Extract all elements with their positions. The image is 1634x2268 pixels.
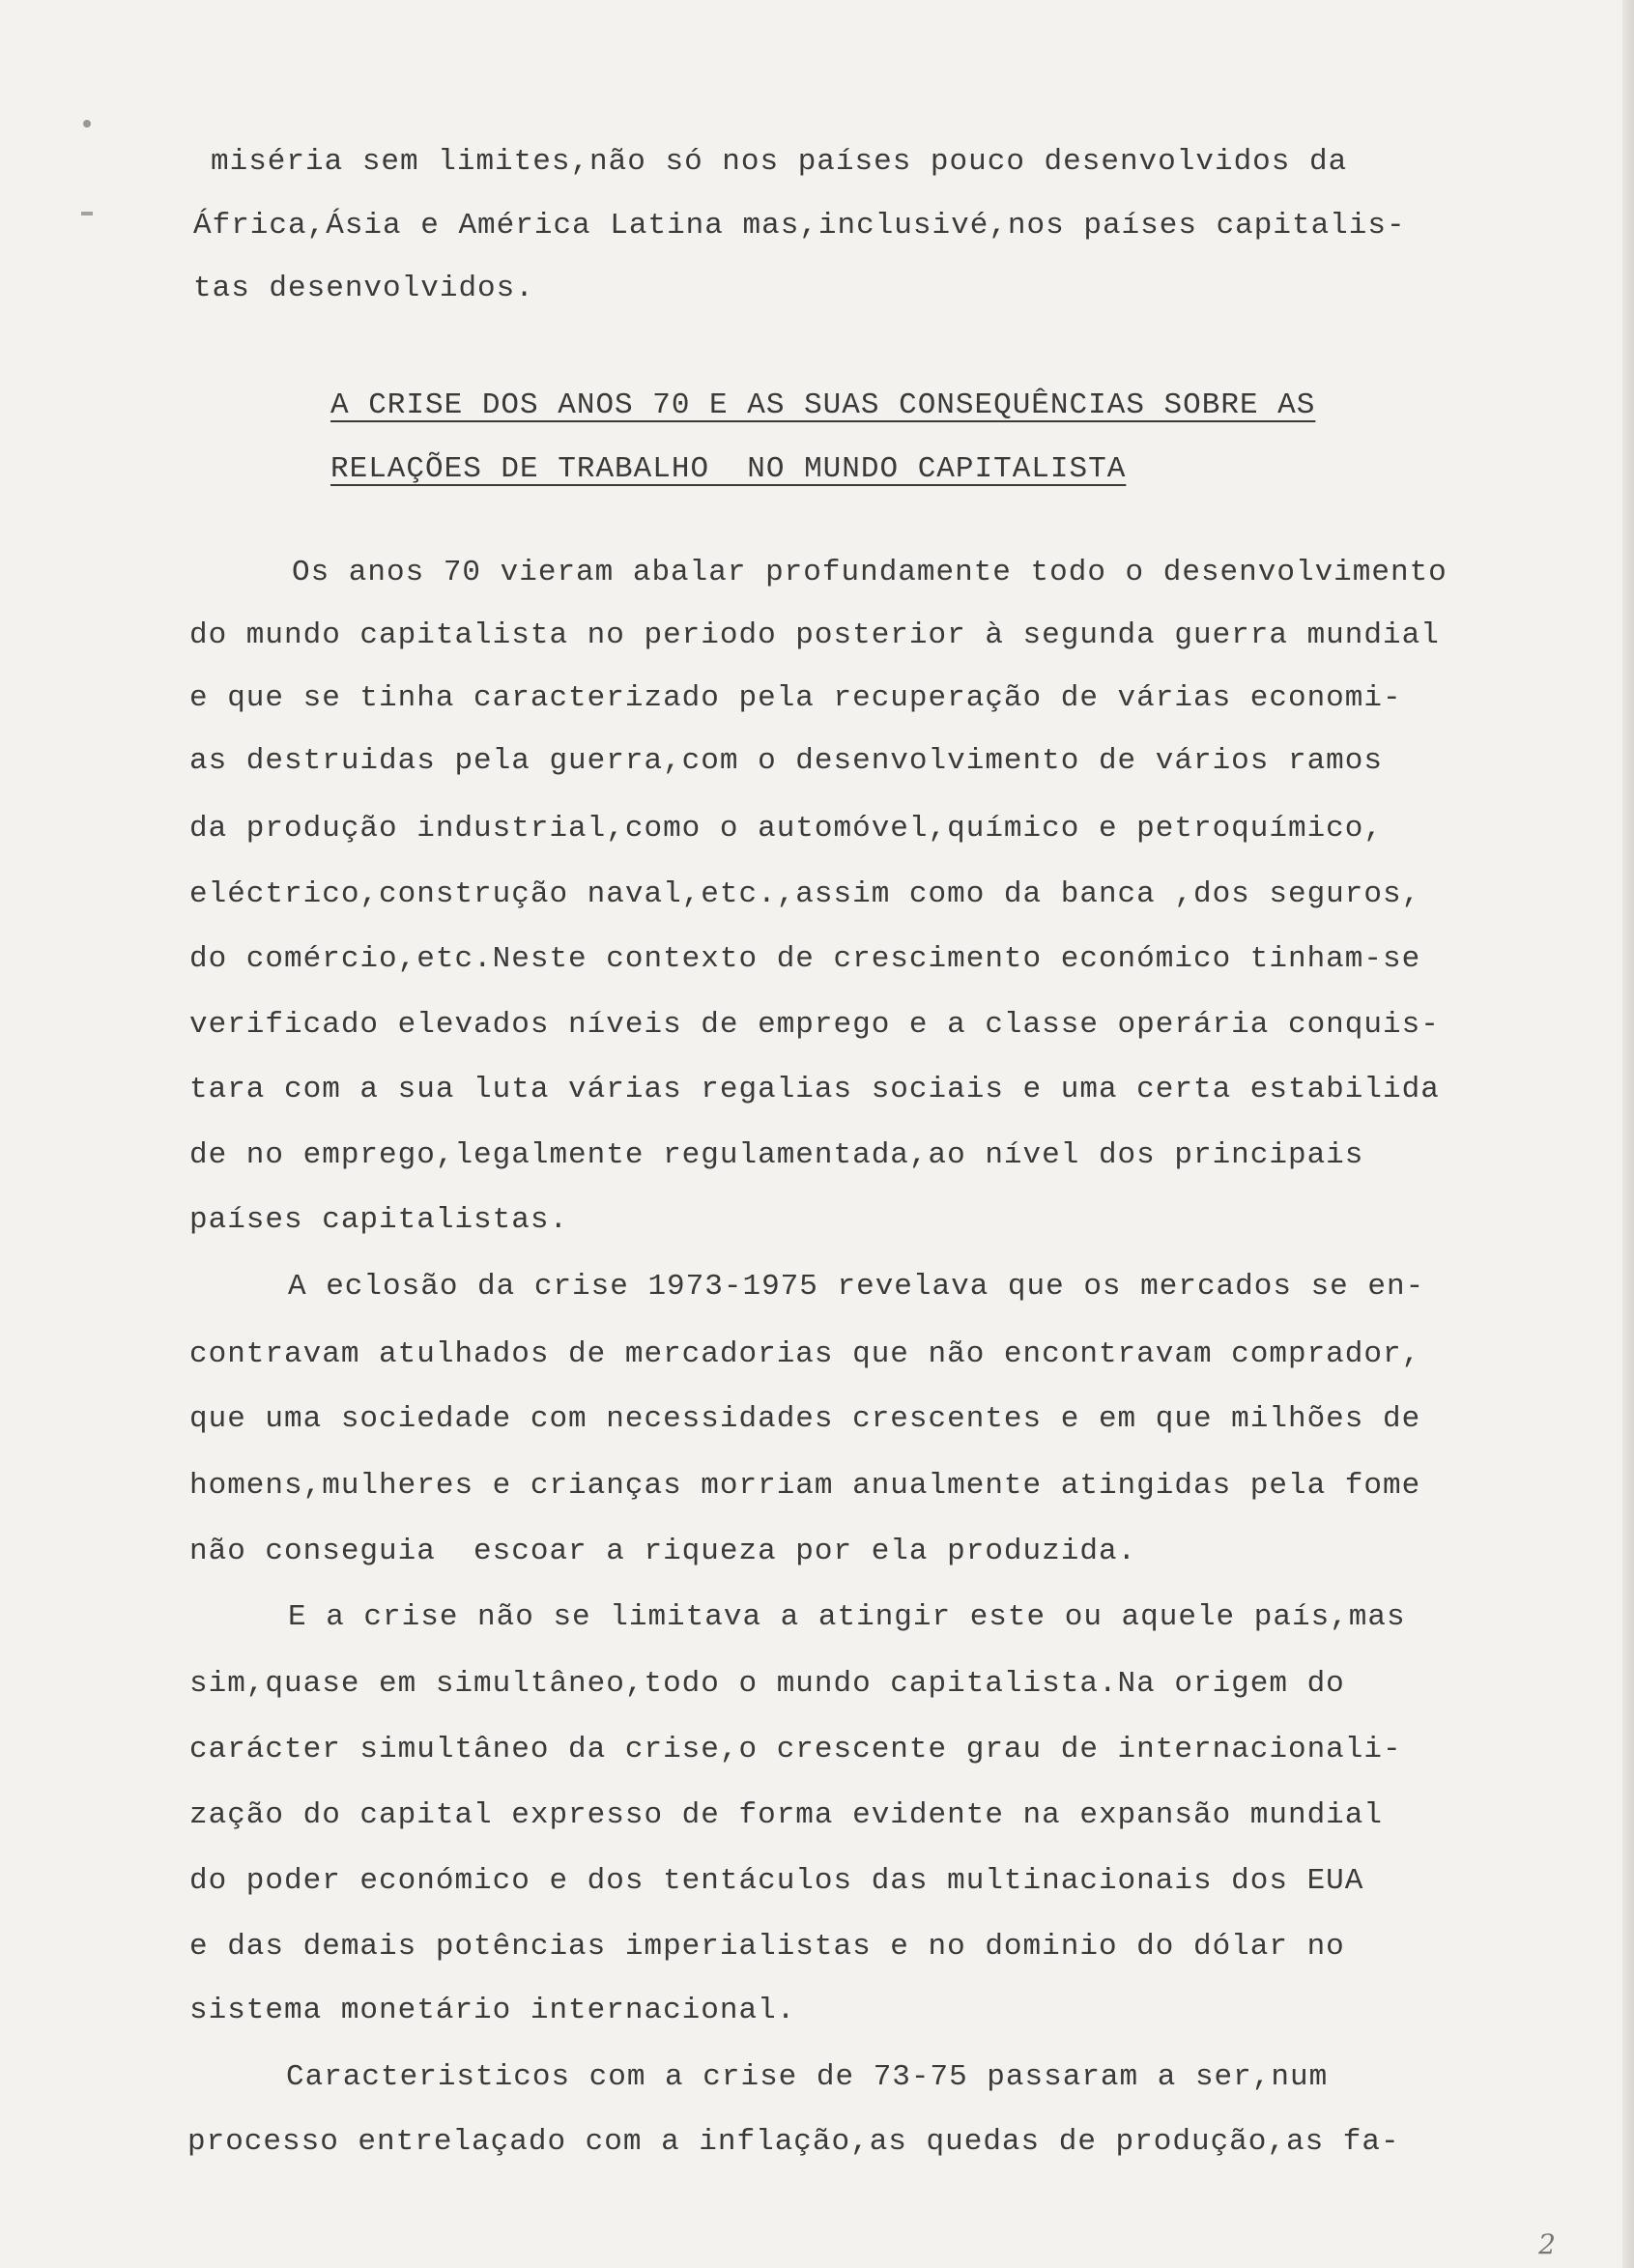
intro-line-2: África,Ásia e América Latina mas,inclusivé,nos países capitalis- — [193, 209, 1406, 243]
paragraph3-line-2: sim,quase em simultâneo,todo o mundo capitalista.Na origem do — [189, 1667, 1345, 1701]
paragraph3-line-1: E a crise não se limitava a atingir este ou aquele país,mas — [288, 1600, 1406, 1634]
paragraph3-line-3: carácter simultâneo da crise,o crescente grau de internacionali- — [189, 1733, 1402, 1766]
paragraph1-line-7: do comércio,etc.Neste contexto de crescimento económico tinham-se — [189, 942, 1421, 976]
paragraph1-line-5: da produção industrial,como o automóvel,químico e petroquímico, — [189, 812, 1383, 846]
margin-mark — [81, 212, 93, 215]
paragraph4-line-2: processo entrelaçado com a inflação,as quedas de produção,as fa- — [187, 2125, 1400, 2159]
paragraph1-line-6: eléctrico,construção naval,etc.,assim como da banca ,dos seguros, — [189, 877, 1421, 911]
paragraph1-line-3: e que se tinha caracterizado pela recuperação de várias economi- — [189, 681, 1402, 715]
paragraph2-line-4: homens,mulheres e crianças morriam anualmente atingidas pela fome — [189, 1469, 1421, 1503]
paragraph2-line-2: contravam atulhados de mercadorias que não encontravam comprador, — [189, 1337, 1421, 1371]
section-heading-line-2: RELAÇÕES DE TRABALHO NO MUNDO CAPITALISTA — [330, 452, 1127, 486]
paragraph1-line-2: do mundo capitalista no periodo posterior à segunda guerra mundial — [189, 618, 1440, 652]
section-heading-line-1: A CRISE DOS ANOS 70 E AS SUAS CONSEQUÊNCIAS SOBRE AS — [330, 388, 1316, 422]
paragraph4-line-1: Caracteristicos com a crise de 73-75 passaram a ser,num — [286, 2060, 1329, 2094]
paragraph3-line-7: sistema monetário internacional. — [189, 1994, 796, 2027]
paragraph2-line-3: que uma sociedade com necessidades crescentes e em que milhões de — [189, 1402, 1421, 1436]
paragraph2-line-1: A eclosão da crise 1973-1975 revelava que os mercados se en- — [288, 1270, 1425, 1304]
paragraph1-line-11: países capitalistas. — [189, 1203, 569, 1237]
intro-line-3: tas desenvolvidos. — [193, 272, 534, 305]
paragraph1-line-4: as destruidas pela guerra,com o desenvolvimento de vários ramos — [189, 744, 1383, 778]
punch-hole-mark — [83, 120, 91, 128]
paragraph1-line-9: tara com a sua luta várias regalias sociais e uma certa estabilida — [189, 1073, 1440, 1106]
page-number: 2 — [1538, 2228, 1557, 2260]
page-edge-shadow — [1622, 0, 1634, 2268]
paragraph3-line-6: e das demais potências imperialistas e no dominio do dólar no — [189, 1930, 1345, 1964]
paragraph1-line-1: Os anos 70 vieram abalar profundamente todo o desenvolvimento — [292, 556, 1448, 589]
paragraph1-line-8: verificado elevados níveis de emprego e a classe operária conquis- — [189, 1008, 1440, 1042]
paragraph1-line-10: de no emprego,legalmente regulamentada,ao nível dos principais — [189, 1138, 1364, 1172]
paragraph2-line-5: não conseguia escoar a riqueza por ela produzida. — [189, 1535, 1137, 1568]
intro-line-1: miséria sem limites,não só nos países pouco desenvolvidos da — [211, 145, 1348, 179]
paragraph3-line-5: do poder económico e dos tentáculos das multinacionais dos EUA — [189, 1864, 1364, 1898]
paragraph3-line-4: zação do capital expresso de forma evidente na expansão mundial — [189, 1798, 1383, 1832]
